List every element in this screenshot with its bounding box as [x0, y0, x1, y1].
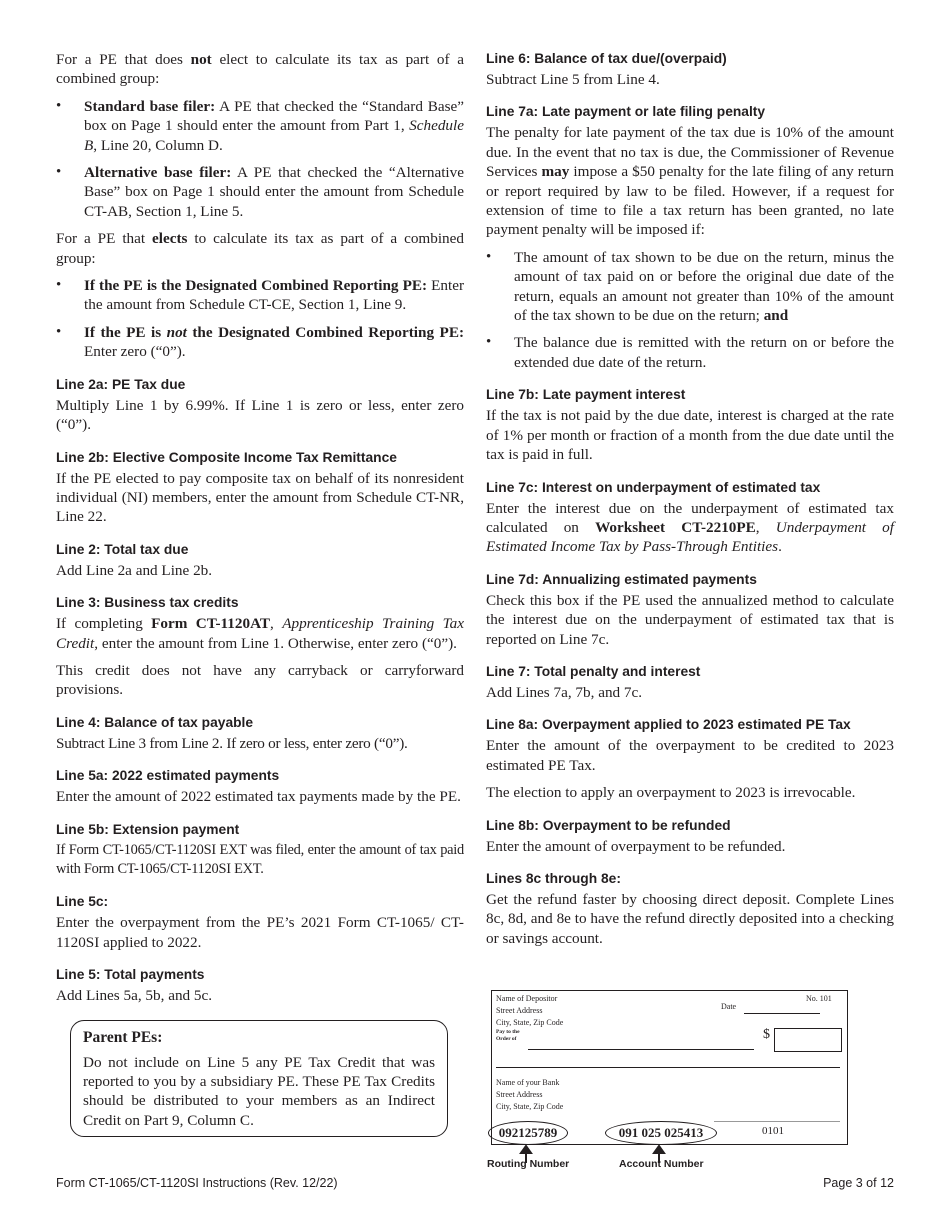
- heading-line-7: Line 7: Total penalty and interest: [486, 663, 701, 679]
- text-line-5a: Enter the amount of 2022 estimated tax payments made by the PE.: [56, 788, 461, 806]
- heading-line-4: Line 4: Balance of tax payable: [56, 714, 254, 730]
- callout-text: Do not include on Line 5 any PE Tax Credit that was reported to you by a subsidiary PE. These PE Tax Credits should be distributed to your members as an Indirect Credit on Part 9, Column C.: [83, 1053, 435, 1129]
- text-line-3-note: This credit does not have any carryback or carryforward provisions.: [56, 661, 464, 699]
- pay-to-label: Pay to the Order of: [496, 1029, 520, 1042]
- heading-line-5a: Line 5a: 2022 estimated payments: [56, 768, 280, 784]
- heading-line-6: Line 6: Balance of tax due/(overpaid): [486, 51, 727, 66]
- routing-number: 092125789: [488, 1121, 568, 1145]
- base-filer-list: [56, 97, 464, 221]
- depositor-city: City, State, Zip Code: [496, 1018, 564, 1027]
- text-line-5: Add Lines 5a, 5b, and 5c.: [56, 987, 213, 1005]
- depositor-street: Street Address: [496, 1006, 543, 1015]
- list-item: • If the PE is the Designated Combined Reporting PE: Enter the amount from Schedule CT-CE, Section 1, Line 9.: [56, 276, 464, 315]
- heading-line-2: Line 2: Total tax due: [56, 541, 189, 557]
- heading-line-5: Line 5: Total payments: [56, 967, 205, 983]
- account-number: 091 025 025413: [605, 1121, 717, 1145]
- list-item: • Standard base filer: A PE that checked the “Standard Base” box on Page 1 should enter the amount from Part 1, Schedule B, Line 20, Column D.: [56, 97, 464, 155]
- heading-line-8b: Line 8b: Overpayment to be refunded: [486, 817, 731, 833]
- date-label: Date: [721, 1002, 737, 1011]
- amount-box: [774, 1028, 842, 1052]
- combined-group-list: [56, 276, 464, 362]
- penalty-conditions-list: [486, 248, 894, 372]
- account-number-label: Account Number: [619, 1158, 704, 1170]
- text-line-5c: Enter the overpayment from the PE’s 2021 Form CT-1065/ CT-1120SI applied to 2022.: [56, 914, 464, 951]
- routing-number-label: Routing Number: [487, 1158, 570, 1170]
- payee-line: [528, 1049, 754, 1050]
- dollar-sign: $: [763, 1027, 770, 1042]
- heading-line-7d: Line 7d: Annualizing estimated payments: [486, 571, 757, 587]
- intro-elect: For a PE that elects to calculate its tax as part of a combined group:: [56, 230, 464, 267]
- check-sequence-number: 0101: [762, 1125, 784, 1137]
- footer-form-id: Form CT-1065/CT-1120SI Instructions (Rev. 12/22): [56, 1176, 338, 1190]
- heading-line-5c: Line 5c:: [56, 894, 109, 910]
- text-line-8a: Enter the amount of the overpayment to be credited to 2023 estimated PE Tax.: [486, 737, 894, 774]
- heading-line-3: Line 3: Business tax credits: [56, 595, 239, 611]
- heading-line-2a: Line 2a: PE Tax due: [56, 376, 186, 392]
- text-line-7d: Check this box if the PE used the annualized method to calculate the interest due on the underpayment of estimated tax that is reported on Line 7c.: [486, 591, 894, 648]
- text-line-7c: Enter the interest due on the underpayment of estimated tax calculated on Worksheet CT-2210PE, Underpayment of Estimated Income Tax by Pass-Through Entities.: [486, 499, 894, 556]
- text-line-2b: If the PE elected to pay composite tax on behalf of its nonresident individual (NI) members, enter the amount from Schedule CT-NR, Line 22.: [56, 469, 464, 526]
- bank-name: Name of your Bank: [496, 1078, 560, 1087]
- text-line-7a: The penalty for late payment of the tax due is 10% of the amount due. In the event that no tax is due, the Commissioner of Revenue Services may impose a $50 penalty for the late filing of any return or report required by law to be filed. However, if a request for extension of time to file a tax return has been granted, no late payment penalty will be imposed if:: [486, 124, 895, 239]
- heading-line-8a: Line 8a: Overpayment applied to 2023 estimated PE Tax: [486, 717, 851, 733]
- text-line-3: If completing Form CT-1120AT, Apprenticeship Training Tax Credit, enter the amount from Line 1. Otherwise, enter zero (“0”).: [56, 615, 465, 652]
- heading-line-2b: Line 2b: Elective Composite Income Tax Remittance: [56, 449, 397, 465]
- text-line-2: Add Line 2a and Line 2b.: [56, 561, 213, 579]
- text-line-6: Subtract Line 5 from Line 4.: [486, 71, 660, 88]
- text-line-7: Add Lines 7a, 7b, and 7c.: [486, 683, 643, 701]
- heading-line-7c: Line 7c: Interest on underpayment of estimated tax: [486, 479, 821, 495]
- depositor-name: Name of Depositor: [496, 994, 558, 1003]
- text-line-8a-election: The election to apply an overpayment to 2023 is irrevocable.: [486, 784, 856, 802]
- list-item: • The balance due is remitted with the return on or before the extended due date of the return.: [486, 333, 894, 372]
- heading-line-7a: Line 7a: Late payment or late filing penalty: [486, 104, 766, 120]
- text-lines-8c-8e: Get the refund faster by choosing direct deposit. Complete Lines 8c, 8d, and 8e to have the refund directly deposited into a checking or savings account.: [486, 890, 894, 947]
- heading-line-5b: Line 5b: Extension payment: [56, 821, 240, 837]
- amount-words-line: [496, 1067, 840, 1068]
- list-item: • If the PE is not the Designated Combined Reporting PE: Enter zero (“0”).: [56, 323, 464, 362]
- bank-city: City, State, Zip Code: [496, 1102, 564, 1111]
- bank-street: Street Address: [496, 1090, 543, 1099]
- text-line-7b: If the tax is not paid by the due date, interest is charged at the rate of 1% per month or fraction of a month from the due date until the tax is paid in full.: [486, 407, 894, 464]
- text-line-5b: If Form CT-1065/CT-1120SI EXT was filed, enter the amount of tax paid with Form CT-1065/CT-1120SI EXT.: [56, 841, 464, 877]
- text-line-8b: Enter the amount of overpayment to be refunded.: [486, 837, 786, 855]
- text-line-2a: Multiply Line 1 by 6.99%. If Line 1 is zero or less, enter zero (“0”).: [56, 396, 464, 434]
- parent-pes-callout: [70, 1020, 448, 1138]
- footer-page-number: Page 3 of 12: [823, 1176, 894, 1190]
- sample-check-illustration: [491, 990, 848, 1145]
- heading-lines-8c-8e: Lines 8c through 8e:: [486, 870, 621, 886]
- intro-no-elect: For a PE that does not elect to calculate its tax as part of a combined group:: [56, 51, 464, 88]
- date-line: [744, 1013, 820, 1014]
- text-line-4: Subtract Line 3 from Line 2. If zero or less, enter zero (“0”).: [56, 734, 408, 752]
- heading-line-7b: Line 7b: Late payment interest: [486, 387, 686, 403]
- left-column: [56, 50, 464, 1137]
- list-item: • Alternative base filer: A PE that checked the “Alternative Base” box on Page 1 should enter the amount from Schedule CT-AB, Section 1, Line 5.: [56, 163, 464, 221]
- list-item: • The amount of tax shown to be due on the return, minus the amount of tax paid on or before the original due date of the return, equals an amount not greater than 10% of the amount of the tax shown to be due on the return; and: [486, 248, 894, 326]
- signature-line: [714, 1121, 840, 1122]
- check-number: No. 101: [806, 994, 832, 1003]
- callout-title: Parent PEs:: [83, 1028, 163, 1046]
- right-column: [486, 50, 894, 956]
